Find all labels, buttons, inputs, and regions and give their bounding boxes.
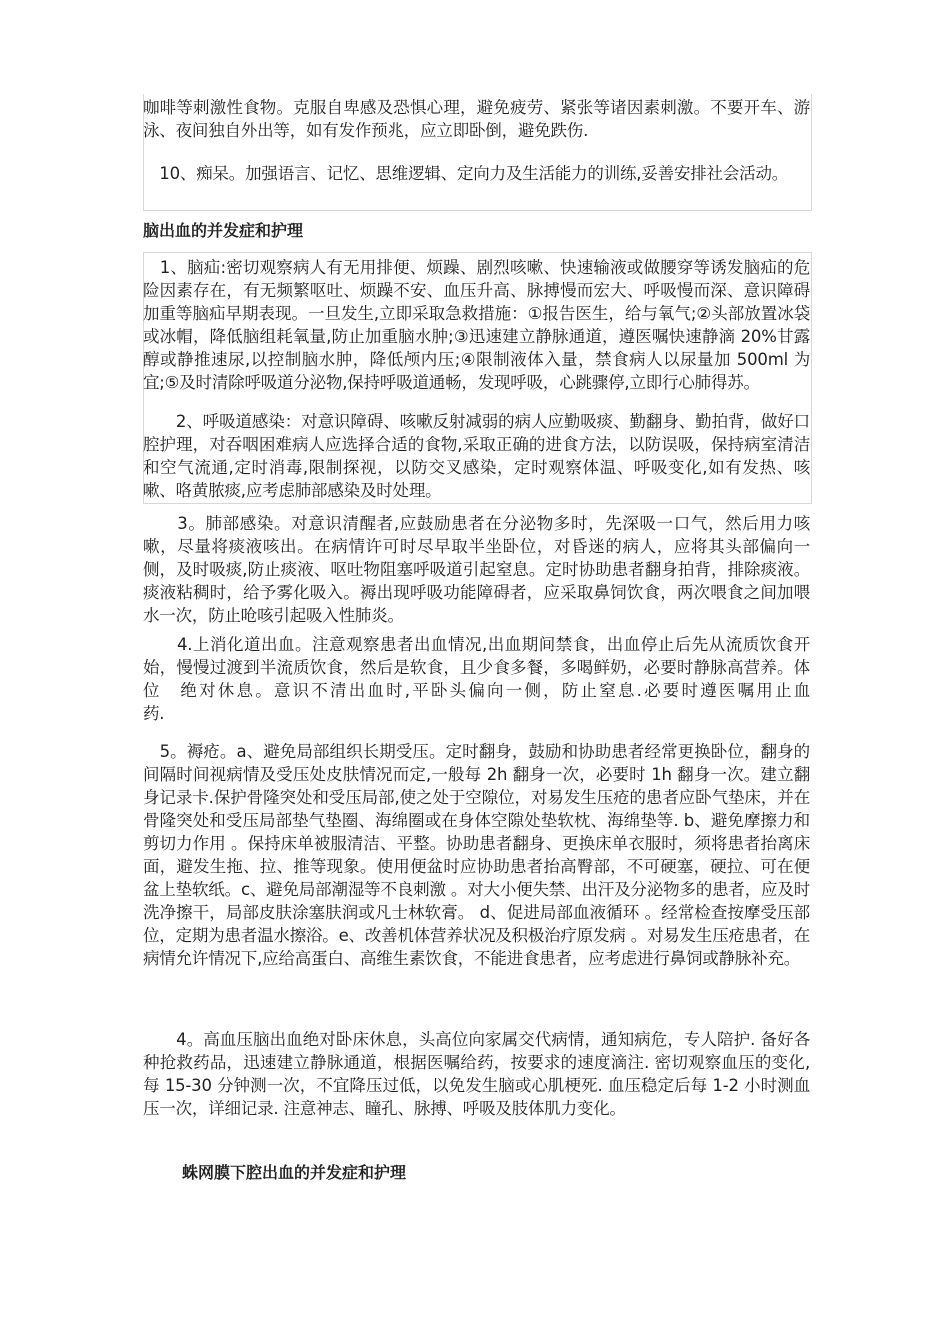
- paragraph-gi-bleeding: 4.上消化道出血。注意观察患者出血情况,出血期间禁食，出血停止后先从流质饮食开始，慢慢过渡到半流质饮食，然后是软食，且少食多餐，多喝鲜奶，必要时静脉高营养。体位 绝对休息。意识不清出血时,平卧头偏向一侧，防止窒息.必要时遵医嘱用止血 药.: [143, 635, 892, 723]
- paragraph-hypertension-hemorrhage: 4。高血压脑出血绝对卧床休息，头高位向家属交代病情，通知病危，专人陪护. 备好各种抢救药品，迅速建立静脉通道，根据医嘱给药，按要求的速度滴注. 密切观察血压的变化,每 15-30 分钟测一次，不宜降压过低，以免发生脑或心肌梗死. 血压稳定后每 1-2 小时测血压一次，详细记录. 注意神志、瞳孔、脉搏、呼吸及肢体肌力变化。: [143, 1030, 810, 1118]
- paragraph-dementia: 10、痴呆。加强语言、记忆、思维逻辑、定向力及生活能力的训练,妥善安排社会活动。: [143, 164, 789, 183]
- paragraph-respiratory-infection: 2、呼吸道感染：对意识障碍、咳嗽反射减弱的病人应勤吸痰、勤翻身、勤拍背，做好口腔护理，对吞咽困难病人应选择合适的食物,采取正确的进食方法，以防误吸，保持病室清洁和空气流通,定时消毒,限制探视，以防交叉感染，定时观察体温、呼吸变化,如有发热、咳嗽、咯黄脓痰,应考虑肺部感染及时处理。: [143, 412, 810, 500]
- paragraph-brain-herniation: 1、脑疝:密切观察病人有无用排便、烦躁、剧烈咳嗽、快速输液或做腰穿等诱发脑疝的危险因素存在，有无频繁呕吐、烦躁不安、血压升高、脉搏慢而宏大、呼吸慢而深、意识障碍加重等脑疝早期表现。一旦发生,立即采取急救措施：①报告医生，给与氧气;②头部放置冰袋或冰帽，降低脑组耗氧量,防止加重脑水肿;③迅速建立静脉通道，遵医嘱快速静滴 20%甘露醇或静推速尿,以控制脑水肿，降低颅内压;④限制液体入量，禁食病人以尿量加 500ml 为宜;⑤及时清除呼吸道分泌物,保持呼吸道通畅，发现呼吸，心跳骤停,立即行心肺得苏。: [143, 258, 810, 392]
- section-heading-cerebral-hemorrhage: 脑出血的并发症和护理: [143, 221, 304, 240]
- paragraph-epilepsy-advice: 咖啡等刺激性食物。克服自卑感及恐惧心理，避免疲劳、紧张等诸因素刺激。不要开车、游泳、夜间独自外出等，如有发作预兆，应立即卧倒，避免跌伤.: [143, 98, 810, 140]
- paragraph-lung-infection: 3。肺部感染。对意识清醒者,应鼓励患者在分泌物多时，先深吸一口气，然后用力咳嗽，尽量将痰液咳出。在病情许可时尽早取半坐卧位，对昏迷的病人，应将其头部偏向一侧，及时吸痰,防止痰液、呕吐物阻塞呼吸道引起窒息。定时协助患者翻身拍背，排除痰液。痰液粘稠时，给予雾化吸入。褥出现呼吸功能障碍者，应采取鼻饲饮食，两次喂食之间加喂水一次，防止呛咳引起吸入性肺炎。: [143, 514, 810, 625]
- section-heading-subarachnoid-hemorrhage: 蛛网膜下腔出血的并发症和护理: [182, 1163, 407, 1182]
- paragraph-bedsores: 5。褥疮。a、避免局部组织长期受压。定时翻身，鼓励和协助患者经常更换卧位，翻身的间隔时间视病情及受压处皮肤情况而定,一般每 2h 翻身一次，必要时 1h 翻身一次。建立翻身记录卡.保护骨隆突处和受压局部,使之处于空隙位，对易发生压疮的患者应卧气垫床，并在骨隆突处和受压局部垫气垫圈、海绵圈或在身体空隙处垫软枕、海绵垫等. b、避免摩擦力和剪切力作用 。保持床单被服清洁、平整。协助患者翻身、更换床单衣服时，须将患者抬离床面，避发生拖、拉、推等现象。使用便盆时应协助患者抬高臀部，不可硬塞，硬拉、可在便盆上垫软纸。c、避免局部潮湿等不良刺激 。对大小便失禁、出汗及分泌物多的患者，应及时洗净擦干，局部皮肤涂塞肤润或凡士林软膏。 d、促进局部血液循环 。经常检查按摩受压部位，定期为患者温水擦浴。e、改善机体营养状况及积极治疗原发病 。对易发生压疮患者，在病情允许情况下,应给高蛋白、高维生素饮食，不能进食患者，应考虑进行鼻饲或静脉补充。: [143, 742, 810, 968]
